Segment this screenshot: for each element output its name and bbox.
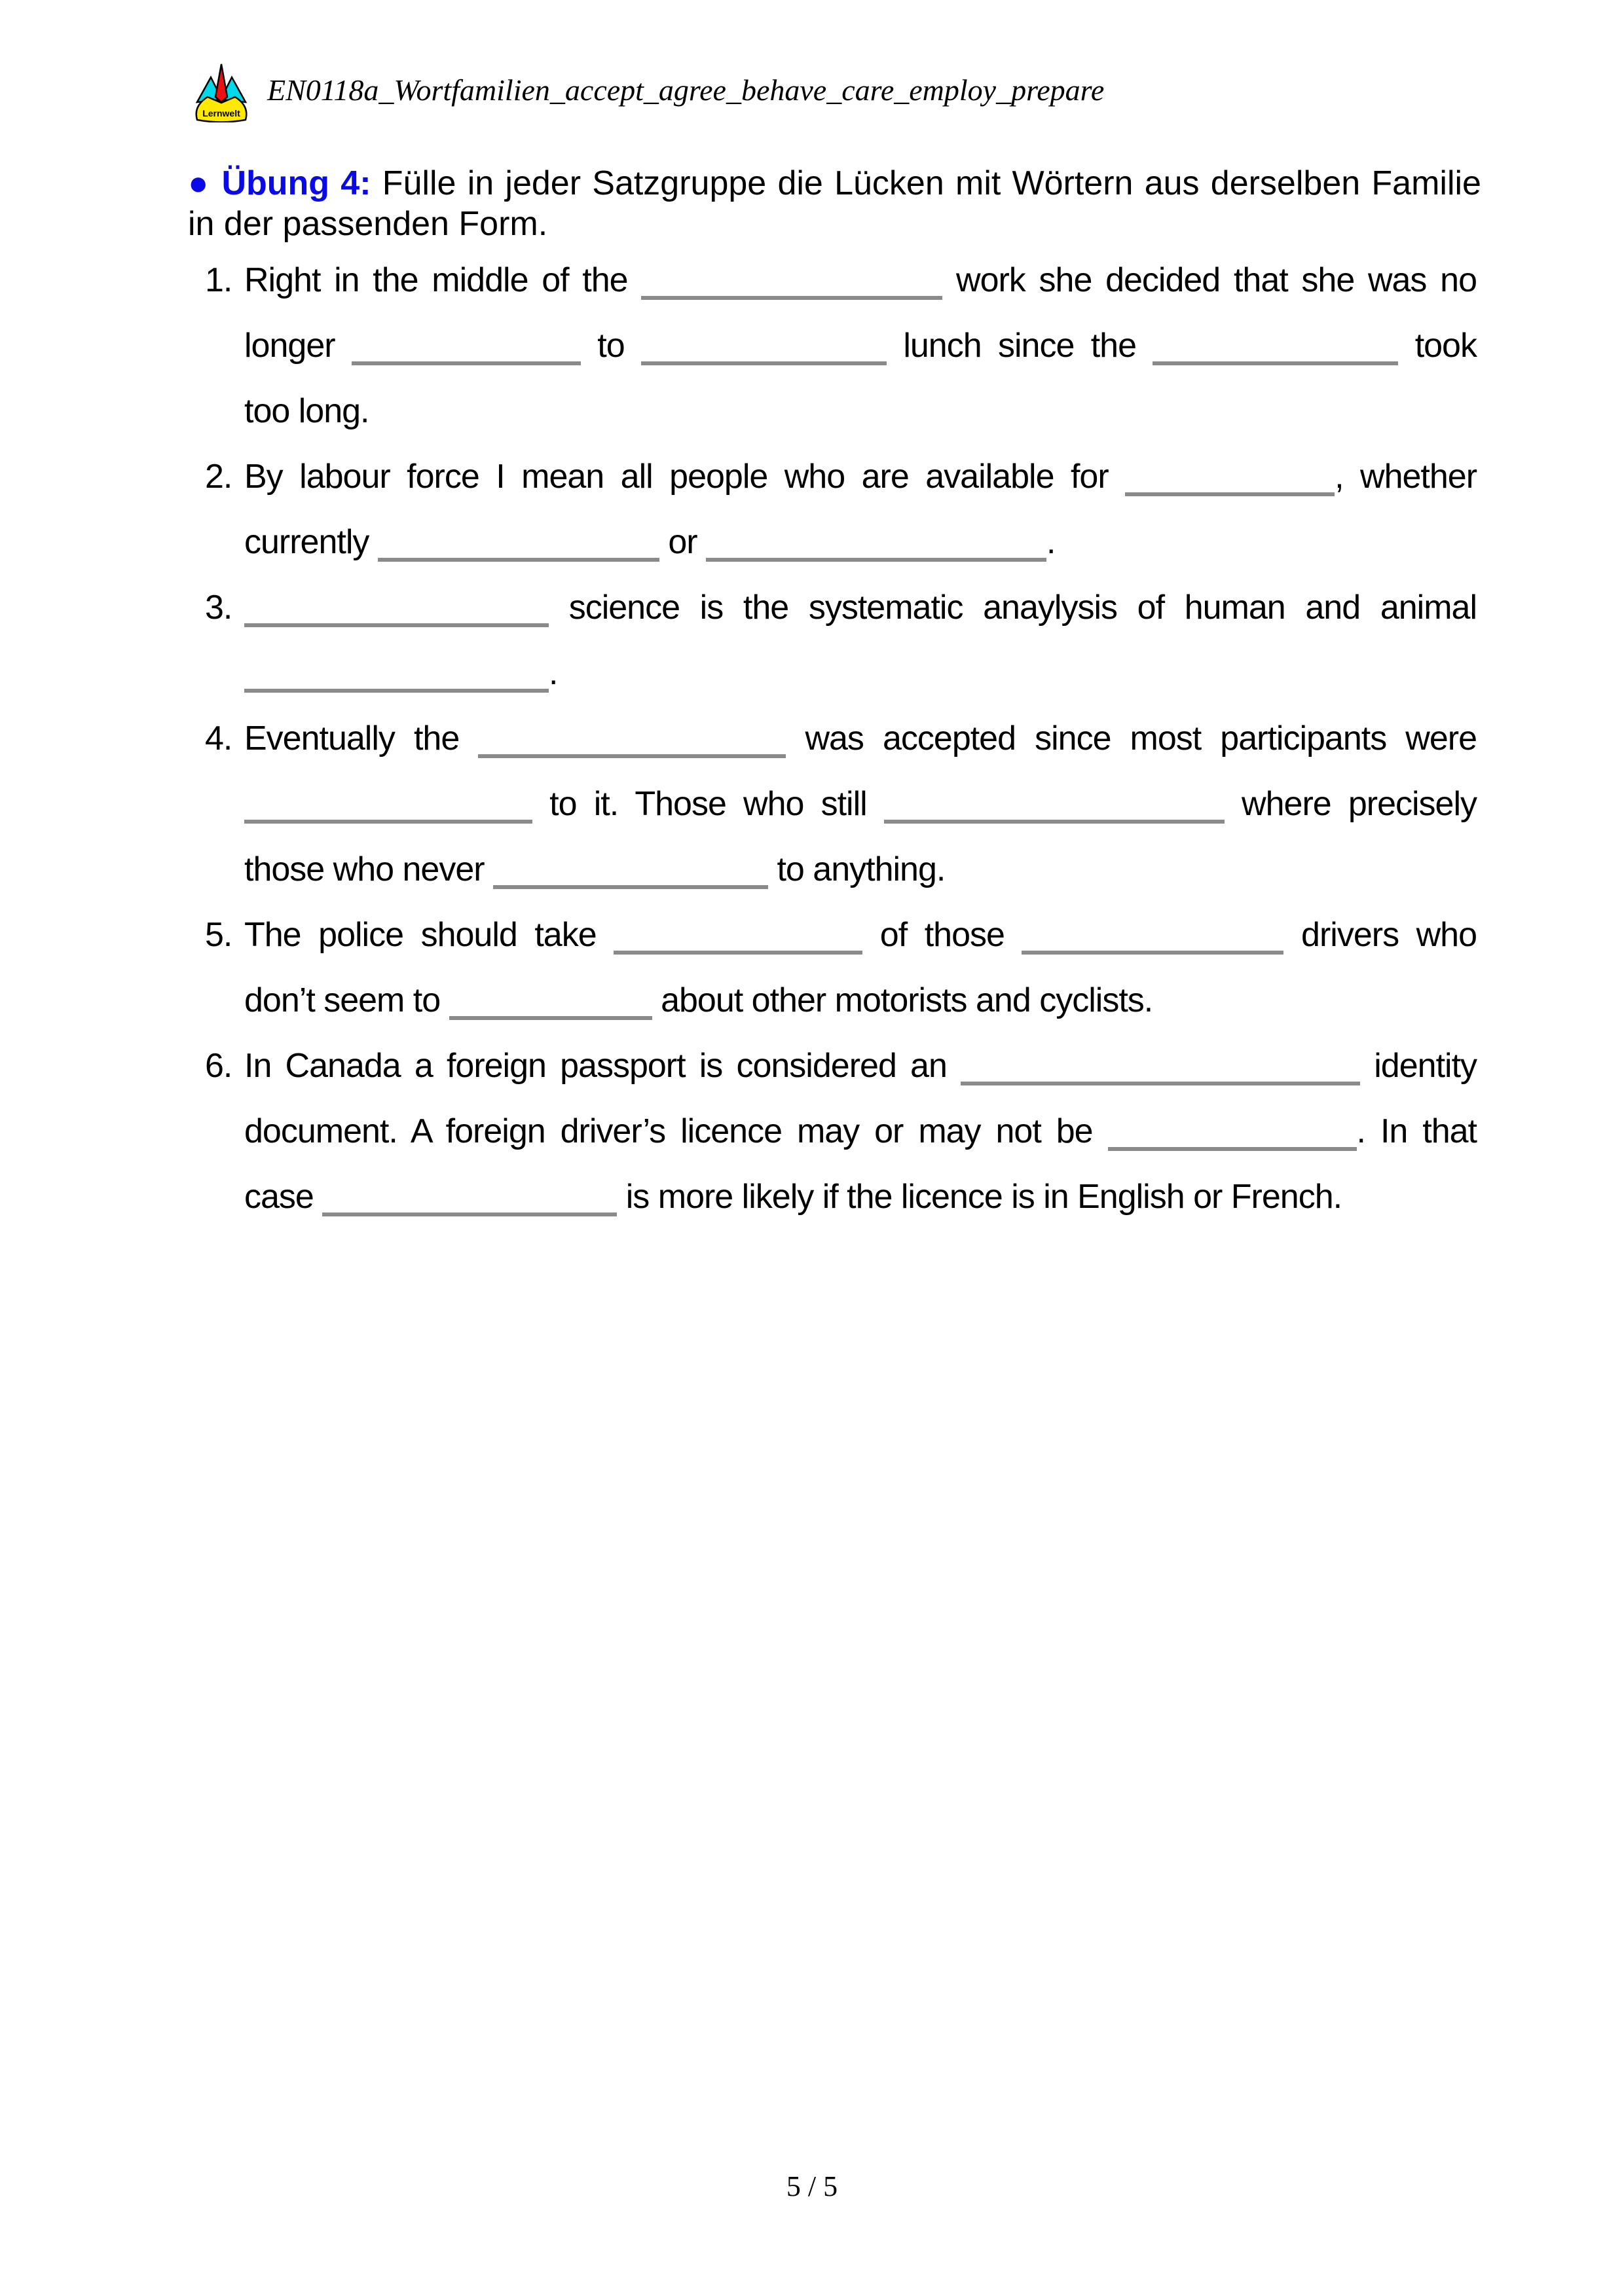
exercise-item xyxy=(205,706,1477,902)
item-number: 2. xyxy=(205,458,232,496)
sentence-text: too long. xyxy=(244,392,369,430)
fill-in-blank xyxy=(478,754,786,758)
fill-in-blank xyxy=(884,819,1225,824)
item-number: 3. xyxy=(205,589,232,627)
sentence-text: those who never xyxy=(244,850,485,888)
item-number: 6. xyxy=(205,1047,232,1085)
sentence-text: Right in the middle of the xyxy=(244,261,628,299)
fill-in-blank xyxy=(641,361,887,365)
sentence-text: science is the systematic anaylysis of human and animal xyxy=(568,589,1477,627)
sentence-line xyxy=(244,771,1477,837)
sentence-text: The police should take xyxy=(244,916,597,954)
fill-in-blank xyxy=(378,557,659,562)
sentence-text: to anything. xyxy=(777,850,946,888)
logo-flame-icon xyxy=(215,64,227,102)
exercise-item xyxy=(205,1033,1477,1230)
exercise-heading xyxy=(188,163,1481,244)
fill-in-blank xyxy=(352,361,581,365)
fill-in-blank xyxy=(449,1015,652,1020)
fill-in-blank xyxy=(641,295,942,300)
fill-in-blank xyxy=(322,1212,617,1216)
sentence-line xyxy=(244,444,1477,509)
sentence-line xyxy=(244,313,1477,378)
exercise-item xyxy=(205,575,1477,706)
sentence-line xyxy=(244,575,1477,640)
sentence-line xyxy=(244,902,1477,968)
fill-in-blank xyxy=(1153,361,1398,365)
fill-in-blank xyxy=(244,623,549,627)
exercise-item-list xyxy=(205,247,1477,1230)
sentence-line xyxy=(244,968,1477,1033)
fill-in-blank xyxy=(1125,492,1335,496)
sentence-line xyxy=(244,1164,1477,1230)
fill-in-blank xyxy=(1022,950,1283,955)
sentence-line xyxy=(244,247,1477,313)
sentence-text: . xyxy=(1046,523,1056,561)
sentence-text: was accepted since most participants were xyxy=(805,720,1477,757)
fill-in-blank xyxy=(1108,1146,1357,1151)
sentence-text: identity xyxy=(1374,1047,1477,1085)
lernwelt-logo xyxy=(192,60,251,122)
sentence-text: In Canada a foreign passport is considered an xyxy=(244,1047,947,1085)
sentence-line xyxy=(244,837,1477,902)
sentence-text: drivers who xyxy=(1301,916,1477,954)
fill-in-blank xyxy=(244,688,549,693)
item-number: 4. xyxy=(205,720,232,757)
exercise-item xyxy=(205,444,1477,575)
fill-in-blank xyxy=(961,1081,1360,1085)
fill-in-blank xyxy=(493,884,768,889)
exercise-label: Übung 4: xyxy=(221,164,371,202)
exercise-item xyxy=(205,247,1477,444)
sentence-text: where precisely xyxy=(1242,785,1477,823)
sentence-text: of those xyxy=(879,916,1005,954)
sentence-line xyxy=(244,706,1477,771)
sentence-line xyxy=(244,378,1477,444)
sentence-text: document. A foreign driver’s licence may or may not be xyxy=(244,1112,1093,1150)
sentence-text: . xyxy=(549,654,558,692)
sentence-line xyxy=(244,1033,1477,1099)
item-number: 1. xyxy=(205,261,232,299)
sentence-text: , whether xyxy=(1335,458,1477,496)
sentence-text: . In that xyxy=(1356,1112,1477,1150)
sentence-text: is more likely if the licence is in English or French. xyxy=(625,1178,1342,1216)
fill-in-blank xyxy=(614,950,862,955)
fill-in-blank xyxy=(244,819,532,824)
sentence-text: case xyxy=(244,1178,314,1216)
sentence-line xyxy=(244,1099,1477,1164)
sentence-line xyxy=(244,509,1477,575)
sentence-text: or xyxy=(668,523,697,561)
sentence-text: to xyxy=(597,327,625,365)
exercise-instruction: Fülle in jeder Satzgruppe die Lücken mit Wörtern aus derselben Familie in der passenden Form. xyxy=(188,164,1481,243)
item-number: 5. xyxy=(205,916,232,954)
logo-text: Lernwelt xyxy=(202,108,240,118)
exercise-item xyxy=(205,902,1477,1033)
sentence-text: about other motorists and cyclists. xyxy=(661,981,1153,1019)
sentence-text: lunch since the xyxy=(903,327,1136,365)
sentence-text: took xyxy=(1414,327,1477,365)
sentence-text: to it. Those who still xyxy=(549,785,867,823)
sentence-text: currently xyxy=(244,523,369,561)
sentence-line xyxy=(244,640,1477,706)
bullet-icon: ● xyxy=(188,164,211,202)
sentence-text: work she decided that she was no xyxy=(956,261,1477,299)
sentence-text: don’t seem to xyxy=(244,981,441,1019)
fill-in-blank xyxy=(706,557,1046,562)
document-title: EN0118a_Wortfamilien_accept_agree_behave_care_employ_prepare xyxy=(267,73,1105,107)
sentence-text: By labour force I mean all people who are available for xyxy=(244,458,1109,496)
sentence-text: Eventually the xyxy=(244,720,460,757)
page-number: 5 / 5 xyxy=(786,2170,838,2202)
sentence-text: longer xyxy=(244,327,335,365)
